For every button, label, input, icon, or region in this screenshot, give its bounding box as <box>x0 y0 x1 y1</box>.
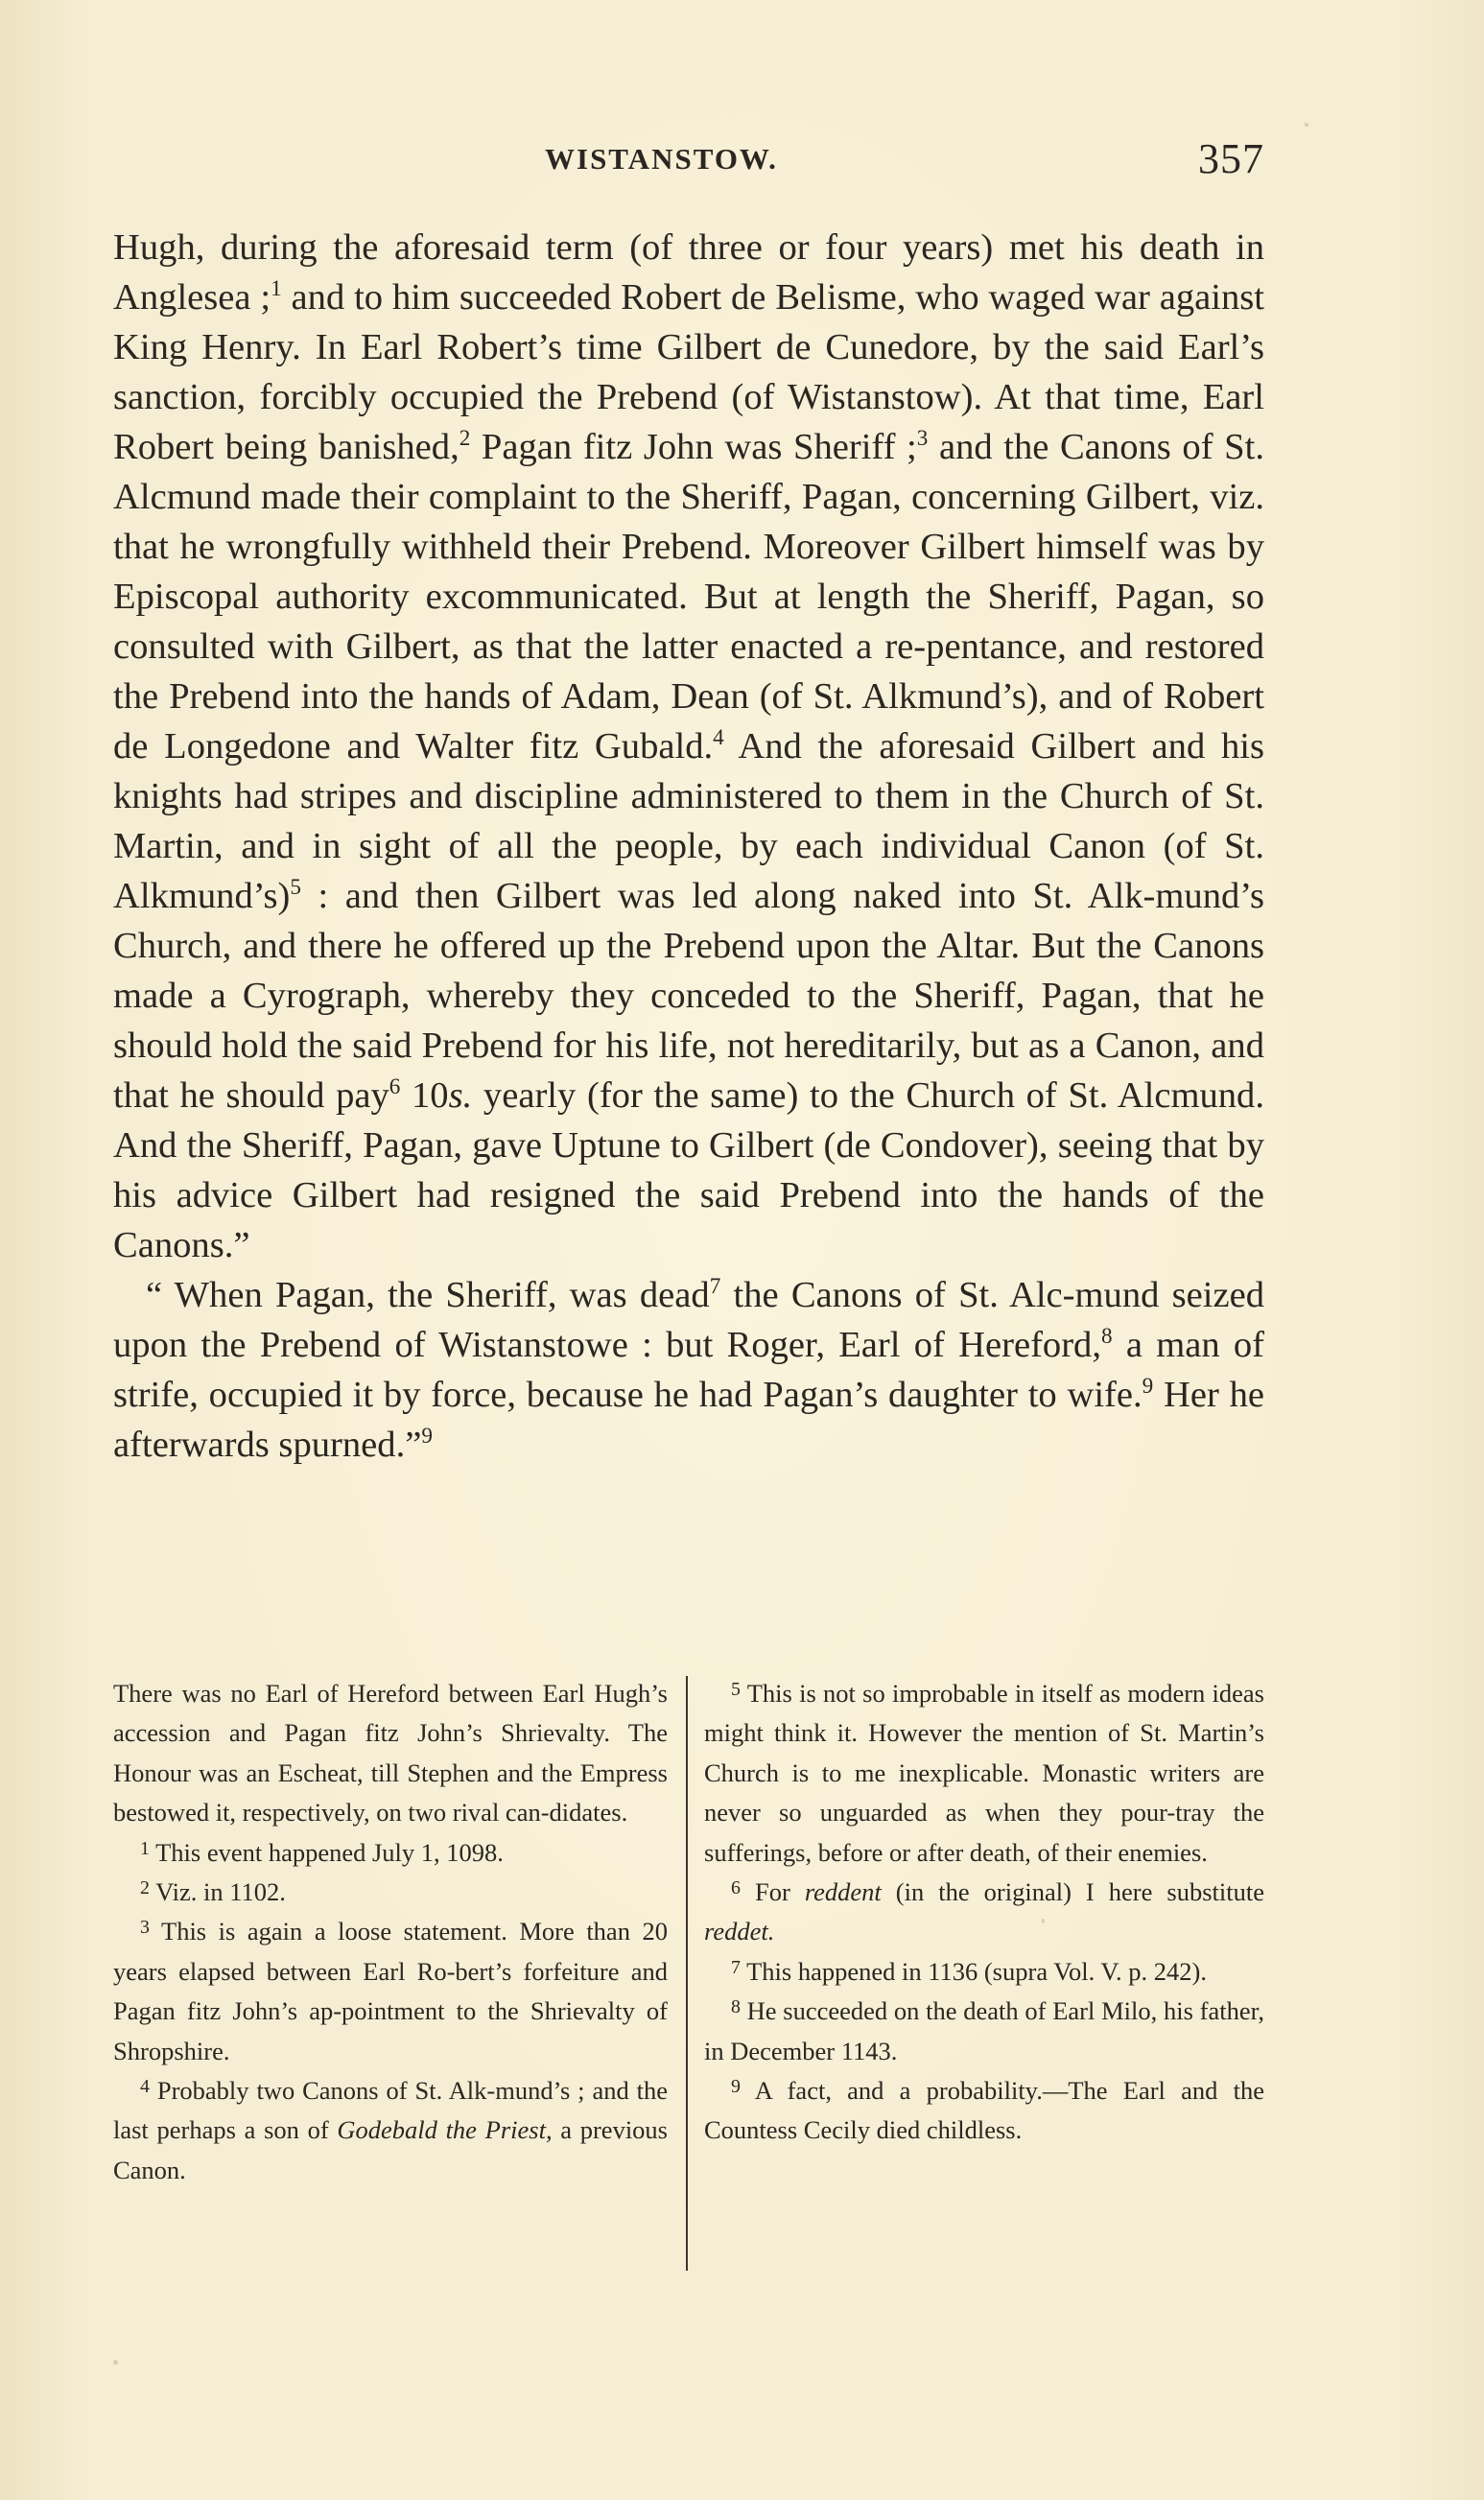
footnote-ref: 4 <box>713 725 724 751</box>
paper-speck <box>1042 1919 1045 1923</box>
footnote-mark: 7 <box>731 1956 741 1978</box>
footnotes-left-column <box>113 1674 668 2190</box>
footnote-text: a previous Canon. <box>113 2115 668 2184</box>
paper-speck <box>113 2360 118 2365</box>
footnotes <box>113 1674 1264 2288</box>
text-segment: Hugh, during the aforesaid term (of three or four years) met his death in Anglesea ; <box>113 227 1264 318</box>
footnote-text: (in the original) I here substitute <box>881 1877 1264 1907</box>
footnote-text: This happened in 1136 (supra Vol. V. p. 242). <box>740 1956 1208 1986</box>
footnote-8 <box>704 1992 1264 2071</box>
text-segment: And the aforesaid Gilbert and his knights had stripes and discipline administered to them in the Church of St. Martin, and in sight of all the people, by each individual Canon (of St. Alkmund’s) <box>113 726 1264 916</box>
footnote-9 <box>704 2071 1264 2151</box>
footnote-ref: 6 <box>389 1074 401 1100</box>
text-segment: a man of strife, occupied it by force, because he had Pagan’s daughter to wife. <box>113 1325 1264 1415</box>
paper-speck <box>1305 123 1308 127</box>
footnote-continuation: There was no Earl of Hereford between Earl Hugh’s accession and Pagan fitz John’s Shrievalty. The Honour was an Escheat, till Stephen and the Empress bestowed it, respectively, on two rival can-didates. <box>113 1679 668 1828</box>
footnote-mark: 9 <box>731 2076 741 2098</box>
footnote-mark: 3 <box>140 1917 150 1939</box>
text-segment: yearly (for the same) to the Church of St. Alcmund. And the Sheriff, Pagan, gave Uptune to Gilbert (de Condover), seeing that by his advice Gilbert had resigned the said Prebend into the hands of the Canons.” <box>113 1075 1264 1265</box>
footnote-ref: 3 <box>916 426 929 452</box>
footnote-mark: 5 <box>731 1679 741 1701</box>
footnote-2 <box>113 1873 668 1912</box>
shillings-abbrev: s. <box>448 1075 473 1116</box>
footnote-5 <box>704 1674 1264 1873</box>
footnote-7 <box>704 1952 1264 1992</box>
footnote-mark: 1 <box>140 1837 150 1859</box>
footnote-ref: 5 <box>290 875 301 901</box>
footnote-mark: 8 <box>731 1996 741 2018</box>
footnote-mark: 2 <box>140 1877 150 1899</box>
footnote-mark: 6 <box>731 1877 741 1899</box>
footnote-italic: reddent <box>804 1877 882 1907</box>
footnote-text: This event happened July 1, 1098. <box>149 1837 504 1867</box>
page-number: 357 <box>1198 135 1264 182</box>
footnote-6 <box>704 1873 1264 1952</box>
footnote-ref: 7 <box>709 1274 721 1300</box>
footnote-ref: 2 <box>459 426 471 452</box>
footnote-ref: 8 <box>1101 1324 1113 1350</box>
footnote-text: A fact, and a probability.—The Earl and the Countess Cecily died childless. <box>704 2076 1264 2145</box>
footnote-ref: 9 <box>1142 1374 1154 1400</box>
text-segment: 10 <box>400 1075 449 1116</box>
body-paragraph <box>113 1270 1264 1470</box>
footnote-ref: 1 <box>271 276 282 302</box>
footnote-4 <box>113 2071 668 2190</box>
footnote-1 <box>113 1833 668 1873</box>
body-paragraph <box>113 223 1264 1270</box>
footnote-text: Viz. in 1102. <box>149 1877 286 1907</box>
footnote-text: For <box>740 1877 805 1907</box>
footnote-text: This is again a loose statement. More than 20 years elapsed between Earl Ro-bert’s forfeiture and Pagan fitz John’s ap-pointment to the Shrievalty of Shropshire. <box>113 1917 668 2065</box>
text-segment: and to him succeeded Robert de Belisme, who waged war against King Henry. In Earl Robert’s time Gilbert de Cunedore, by the said Earl’s sanction, forcibly occupied the Prebend (of Wistanstow). At that time, Earl Robert being banished, <box>113 277 1264 467</box>
text-segment: the Canons of St. Alc-mund seized upon the Prebend of Wistanstowe : but Roger, Earl of Hereford, <box>113 1275 1264 1365</box>
column-divider <box>686 1676 688 2271</box>
footnote-3 <box>113 1912 668 2071</box>
text-segment: : and then Gilbert was led along naked into St. Alk-mund’s Church, and there he offered up the Prebend upon the Altar. But the Canons made a Cyrograph, whereby they conceded to the Sheriff, Pagan, that he should hold the said Prebend for his life, not hereditarily, but as a Canon, and that he should pay <box>113 876 1264 1116</box>
footnote-text: He succeeded on the death of Earl Milo, his father, in December 1143. <box>704 1996 1264 2065</box>
running-title: WISTANSTOW. <box>545 142 778 176</box>
footnotes-right-column <box>704 1674 1264 2151</box>
text-segment: and the Canons of St. Alcmund made their complaint to the Sheriff, Pagan, concerning Gilbert, viz. that he wrongfully withheld their Prebend. Moreover Gilbert himself was by Episcopal authority excommunicated. But at length the Sheriff, Pagan, so consulted with Gilbert, as that the latter enacted a re-pentance, and restored the Prebend into the hands of Adam, Dean (of St. Alkmund’s), and of Robert de Longedone and Walter fitz Gubald. <box>113 427 1264 767</box>
text-segment: “ When Pagan, the Sheriff, was dead <box>146 1275 710 1315</box>
main-text <box>113 223 1264 1470</box>
text-segment: Pagan fitz John was Sheriff ; <box>470 427 917 467</box>
footnote-ref: 9 <box>421 1424 433 1450</box>
text-segment: Her he afterwards spurned.” <box>113 1375 1264 1465</box>
footnote-italic: reddet. <box>704 1917 775 1946</box>
running-head <box>113 134 1264 192</box>
footnote-mark: 4 <box>140 2076 150 2098</box>
footnote-text: This is not so improbable in itself as modern ideas might think it. However the mention of St. Martin’s Church is to me inexplicable. Monastic writers are never so unguarded as when they pour-tray the sufferings, before or after death, of their enemies. <box>704 1679 1264 1867</box>
footnote-italic: Godebald the Priest, <box>337 2115 553 2145</box>
footnote-text: Probably two Canons of St. Alk-mund’s ; and the last perhaps a son of <box>113 2076 668 2145</box>
